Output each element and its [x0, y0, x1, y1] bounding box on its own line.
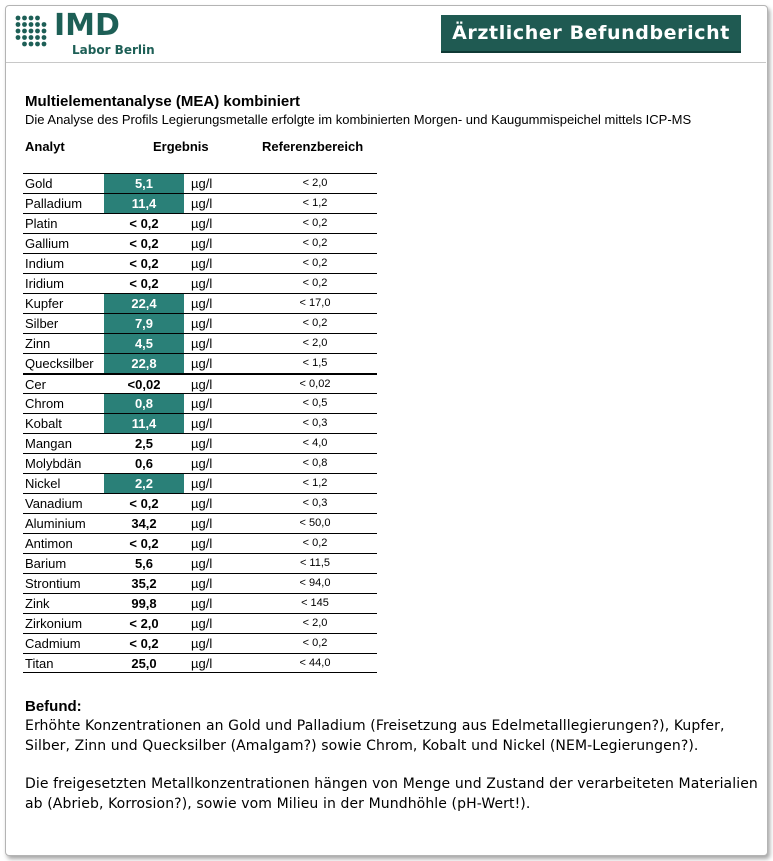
section-description: Die Analyse des Profils Legierungsmetalle erfolgte im kombinierten Morgen- und Kaugummispeichel mittels ICP-MS	[25, 112, 692, 127]
befund-title: Befund:	[25, 698, 82, 715]
result-value: < 0,2	[129, 256, 159, 271]
result-unit: µg/l	[191, 256, 213, 271]
reference-range: < 0,02	[299, 378, 331, 390]
analyte-name: Barium	[25, 556, 67, 571]
analyte-name: Molybdän	[25, 456, 82, 471]
result-unit: µg/l	[191, 276, 213, 291]
result-value: 4,5	[104, 334, 184, 353]
result-unit: µg/l	[191, 536, 213, 551]
reference-range: < 0,2	[302, 317, 328, 329]
table-row	[23, 233, 377, 253]
table-row	[23, 173, 377, 193]
analyte-name: Platin	[25, 216, 58, 231]
reference-range: < 0,2	[302, 637, 328, 649]
table-row	[23, 393, 377, 413]
reference-range: < 1,2	[302, 477, 328, 489]
result-value: < 0,2	[129, 496, 159, 511]
analyte-name: Titan	[25, 656, 54, 671]
result-unit: µg/l	[191, 296, 213, 311]
analyte-name: Zink	[25, 596, 50, 611]
reference-range: < 0,2	[302, 217, 328, 229]
reference-range: < 0,2	[302, 537, 328, 549]
reference-range: < 0,2	[302, 257, 328, 269]
result-unit: µg/l	[191, 196, 213, 211]
result-value: < 0,2	[129, 236, 159, 251]
table-row	[23, 553, 377, 573]
analyte-name: Silber	[25, 316, 59, 331]
reference-range: < 1,5	[302, 357, 328, 369]
reference-range: < 0,2	[302, 277, 328, 289]
result-unit: µg/l	[191, 636, 213, 651]
logo-subtitle: Labor Berlin	[72, 43, 155, 57]
table-row	[23, 353, 377, 373]
result-value: 11,4	[104, 194, 184, 213]
analyte-name: Cer	[25, 377, 46, 392]
table-row	[23, 373, 377, 393]
result-unit: µg/l	[191, 576, 213, 591]
reference-range: < 2,0	[302, 617, 328, 629]
reference-range: < 1,2	[302, 197, 328, 209]
result-unit: µg/l	[191, 216, 213, 231]
result-value: <0,02	[127, 377, 161, 392]
reference-range: < 4,0	[302, 437, 328, 449]
reference-range: < 17,0	[299, 297, 331, 309]
analyte-name: Cadmium	[25, 636, 81, 651]
table-row	[23, 653, 377, 673]
reference-range: < 0,3	[302, 497, 328, 509]
result-value: < 0,2	[129, 536, 159, 551]
result-unit: µg/l	[191, 336, 213, 351]
table-row	[23, 413, 377, 433]
table-row	[23, 453, 377, 473]
analyte-name: Kobalt	[25, 416, 62, 431]
befund-text	[25, 716, 760, 814]
reference-range: < 2,0	[302, 177, 328, 189]
result-value: 0,8	[104, 394, 184, 413]
result-value: 2,2	[104, 474, 184, 493]
result-unit: µg/l	[191, 236, 213, 251]
report-title-underline	[441, 51, 741, 53]
analyte-name: Kupfer	[25, 296, 64, 311]
table-row	[23, 213, 377, 233]
result-value: 25,0	[131, 656, 157, 671]
result-unit: µg/l	[191, 316, 213, 331]
column-header-analyt: Analyt	[25, 139, 65, 154]
column-header-referenz: Referenzbereich	[262, 139, 364, 154]
result-value: 99,8	[131, 596, 157, 611]
reference-range: < 44,0	[299, 657, 331, 669]
logo-name: IMD	[54, 8, 120, 43]
analyte-name: Vanadium	[25, 496, 83, 511]
table-row	[23, 313, 377, 333]
result-value: 11,4	[104, 414, 184, 433]
reference-range: < 0,3	[302, 417, 328, 429]
reference-range: < 50,0	[299, 517, 331, 529]
result-unit: µg/l	[191, 396, 213, 411]
result-unit: µg/l	[191, 176, 213, 191]
analyte-name: Quecksilber	[25, 356, 94, 371]
analyte-name: Indium	[25, 256, 65, 271]
result-unit: µg/l	[191, 556, 213, 571]
result-value: 22,8	[104, 354, 184, 373]
results-table	[23, 173, 377, 673]
result-unit: µg/l	[191, 516, 213, 531]
analyte-name: Chrom	[25, 396, 65, 411]
reference-range: < 145	[301, 597, 329, 609]
table-row	[23, 433, 377, 453]
analyte-name: Antimon	[25, 536, 73, 551]
result-unit: µg/l	[191, 476, 213, 491]
column-header-ergebnis: Ergebnis	[153, 139, 209, 154]
result-value: 5,1	[104, 174, 184, 193]
table-row	[23, 493, 377, 513]
result-value: 0,6	[134, 456, 154, 471]
reference-range: < 2,0	[302, 337, 328, 349]
result-unit: µg/l	[191, 356, 213, 371]
table-row	[23, 333, 377, 353]
table-row	[23, 273, 377, 293]
table-row	[23, 613, 377, 633]
analyte-name: Zinn	[25, 336, 51, 351]
header-divider	[6, 62, 766, 63]
reference-range: < 0,5	[302, 397, 328, 409]
result-unit: µg/l	[191, 656, 213, 671]
table-row	[23, 593, 377, 613]
table-row	[23, 573, 377, 593]
result-value: 35,2	[131, 576, 157, 591]
result-unit: µg/l	[191, 616, 213, 631]
analyte-name: Aluminium	[25, 516, 86, 531]
analyte-name: Mangan	[25, 436, 72, 451]
befund-paragraph-2: Die freigesetzten Metallkonzentrationen hängen von Menge und Zustand der verarbeiteten Materialien ab (Abrieb, Korrosion?), sowie vom Milieu in der Mundhöhle (pH-Wert!).	[25, 776, 758, 812]
reference-range: < 0,8	[302, 457, 328, 469]
result-unit: µg/l	[191, 456, 213, 471]
result-value: 34,2	[131, 516, 157, 531]
analyte-name: Strontium	[25, 576, 81, 591]
table-row	[23, 513, 377, 533]
result-value: < 0,2	[129, 216, 159, 231]
table-row	[23, 473, 377, 493]
result-unit: µg/l	[191, 436, 213, 451]
result-value: 5,6	[134, 556, 154, 571]
analyte-name: Zirkonium	[25, 616, 83, 631]
befund-paragraph-1: Erhöhte Konzentrationen an Gold und Palladium (Freisetzung aus Edelmetalllegierungen?), Kupfer, Silber, Zinn und Quecksilber (Amalgam?) sowie Chrom, Kobalt und Nickel (NEM-Legierungen?).	[25, 718, 725, 754]
result-value: < 0,2	[129, 276, 159, 291]
result-value: 22,4	[104, 294, 184, 313]
analyte-name: Nickel	[25, 476, 61, 491]
result-unit: µg/l	[191, 596, 213, 611]
analyte-name: Gold	[25, 176, 53, 191]
result-value: < 0,2	[129, 636, 159, 651]
table-row	[23, 293, 377, 313]
reference-range: < 94,0	[299, 577, 331, 589]
table-row	[23, 193, 377, 213]
result-unit: µg/l	[191, 496, 213, 511]
logo-dots-icon	[15, 15, 47, 47]
result-value: 2,5	[134, 436, 154, 451]
result-unit: µg/l	[191, 416, 213, 431]
result-value: 7,9	[104, 314, 184, 333]
analyte-name: Palladium	[25, 196, 83, 211]
reference-range: < 11,5	[299, 557, 331, 569]
result-value: < 2,0	[129, 616, 159, 631]
report-title: Ärztlicher Befundbericht	[441, 15, 741, 51]
result-unit: µg/l	[191, 377, 213, 392]
table-row	[23, 633, 377, 653]
table-row	[23, 253, 377, 273]
analyte-name: Iridium	[25, 276, 65, 291]
analyte-name: Gallium	[25, 236, 70, 251]
section-title: Multielementanalyse (MEA) kombiniert	[25, 93, 301, 110]
reference-range: < 0,2	[302, 237, 328, 249]
table-row	[23, 533, 377, 553]
